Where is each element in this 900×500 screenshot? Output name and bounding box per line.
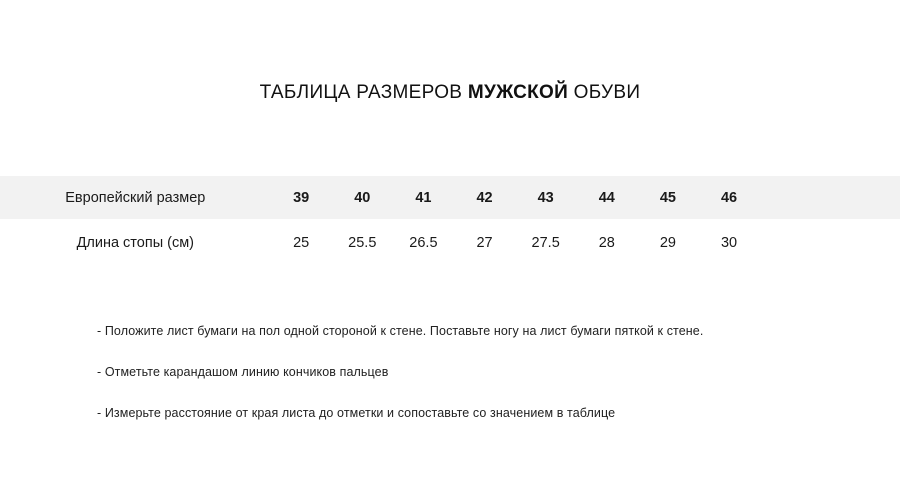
size-cell: 43 <box>537 189 554 206</box>
size-table <box>0 176 900 267</box>
instruction-step: - Положите лист бумаги на пол одной стороной к стене. Поставьте ногу на лист бумаги пяткой к стене. <box>97 324 704 338</box>
size-cell: 41 <box>415 189 432 206</box>
foot-length-cell: 27 <box>476 235 493 251</box>
instruction-step: - Отметьте карандашом линию кончиков пальцев <box>97 365 389 379</box>
row-label-european-size: Европейский размер <box>65 189 206 206</box>
size-table-container <box>0 176 900 267</box>
size-cell: 40 <box>354 189 371 206</box>
instruction-step: - Измерьте расстояние от края листа до отметки и сопоставьте со значением в таблице <box>97 406 616 420</box>
foot-length-cell: 26.5 <box>409 235 438 251</box>
size-cell: 44 <box>598 189 615 206</box>
foot-length-cell: 25 <box>293 235 310 251</box>
page-title <box>0 82 900 104</box>
measurement-instructions <box>97 322 857 422</box>
size-cell: 42 <box>476 189 493 206</box>
table-row-foot-length <box>0 219 900 267</box>
page-title-prefix: ТАБЛИЦА РАЗМЕРОВ <box>259 82 468 103</box>
foot-length-cell: 27.5 <box>531 235 560 251</box>
table-spacer <box>760 176 900 219</box>
foot-length-cell: 28 <box>598 235 615 251</box>
foot-length-cell: 29 <box>659 235 676 251</box>
row-label-foot-length: Длина стопы (см) <box>76 235 195 251</box>
table-spacer <box>760 219 900 267</box>
table-row-european-size <box>0 176 900 219</box>
size-cell: 46 <box>720 189 738 206</box>
size-cell: 39 <box>293 189 310 206</box>
size-cell: 45 <box>659 189 676 206</box>
foot-length-cell: 25.5 <box>348 235 377 251</box>
page-title-emphasis: МУЖСКОЙ <box>467 82 569 103</box>
page-title-suffix: ОБУВИ <box>568 82 641 103</box>
foot-length-cell: 30 <box>720 235 738 251</box>
